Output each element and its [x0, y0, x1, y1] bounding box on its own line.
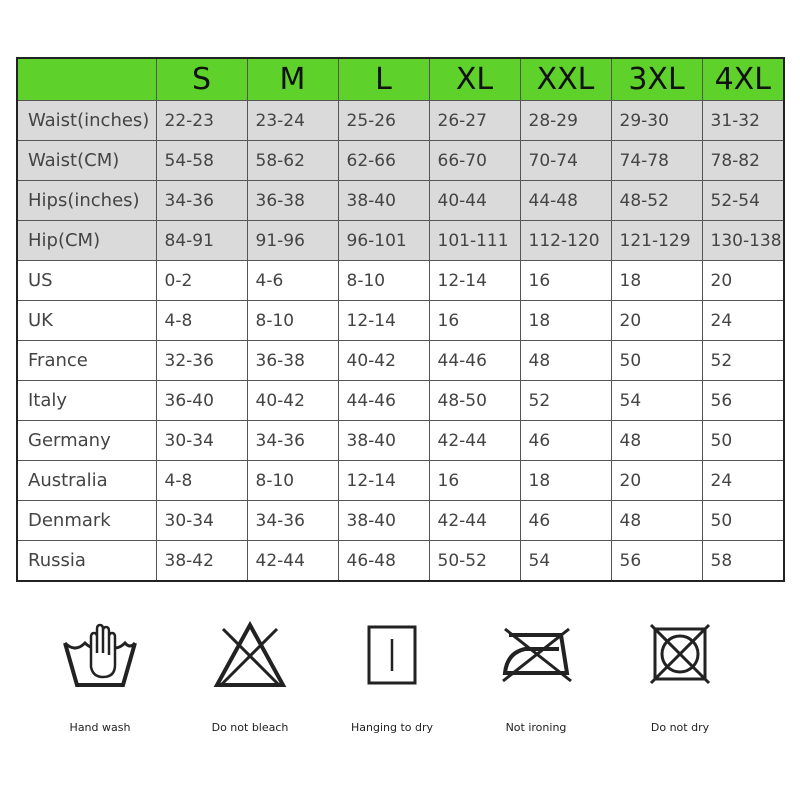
- table-row: [17, 341, 784, 381]
- table-cell: 34-36: [156, 181, 247, 221]
- table-cell: 20: [611, 301, 702, 341]
- row-label: Italy: [17, 381, 156, 421]
- table-cell: 78-82: [702, 141, 784, 181]
- table-cell: 50-52: [429, 541, 520, 582]
- table-cell: 18: [520, 461, 611, 501]
- table-cell: 48-52: [611, 181, 702, 221]
- table-cell: 46: [520, 501, 611, 541]
- care-item-hand-wash: [30, 615, 170, 734]
- hang-dry-icon: [347, 615, 437, 695]
- row-label: Russia: [17, 541, 156, 582]
- table-cell: 91-96: [247, 221, 338, 261]
- size-header-l: L: [338, 58, 429, 101]
- table-cell: 40-44: [429, 181, 520, 221]
- care-item-hang-dry: [322, 615, 462, 734]
- table-cell: 16: [429, 461, 520, 501]
- table-cell: 44-46: [338, 381, 429, 421]
- table-row: [17, 101, 784, 141]
- row-label: Denmark: [17, 501, 156, 541]
- table-cell: 38-40: [338, 181, 429, 221]
- table-cell: 48: [611, 421, 702, 461]
- table-cell: 84-91: [156, 221, 247, 261]
- table-row: [17, 301, 784, 341]
- size-header-m: M: [247, 58, 338, 101]
- table-cell: 46: [520, 421, 611, 461]
- table-cell: 40-42: [247, 381, 338, 421]
- care-label-hang-dry: Hanging to dry: [350, 721, 434, 734]
- table-cell: 31-32: [702, 101, 784, 141]
- size-header-xxl: XXL: [520, 58, 611, 101]
- table-row: [17, 381, 784, 421]
- table-cell: 25-26: [338, 101, 429, 141]
- table-cell: 54: [520, 541, 611, 582]
- table-cell: 12-14: [338, 301, 429, 341]
- table-cell: 20: [702, 261, 784, 301]
- table-cell: 12-14: [338, 461, 429, 501]
- table-cell: 42-44: [247, 541, 338, 582]
- table-cell: 8-10: [247, 461, 338, 501]
- table-cell: 24: [702, 301, 784, 341]
- table-cell: 20: [611, 461, 702, 501]
- table-row: [17, 461, 784, 501]
- table-cell: 34-36: [247, 501, 338, 541]
- hand-wash-icon: [55, 615, 145, 695]
- care-item-no-tumble-dry: [610, 615, 750, 734]
- table-cell: 52: [520, 381, 611, 421]
- table-cell: 70-74: [520, 141, 611, 181]
- table-cell: 32-36: [156, 341, 247, 381]
- table-cell: 74-78: [611, 141, 702, 181]
- table-cell: 48: [611, 501, 702, 541]
- care-label-no-iron: Not ironing: [505, 721, 567, 734]
- table-cell: 54-58: [156, 141, 247, 181]
- row-label: Hip(CM): [17, 221, 156, 261]
- table-cell: 4-8: [156, 461, 247, 501]
- table-cell: 29-30: [611, 101, 702, 141]
- table-cell: 112-120: [520, 221, 611, 261]
- table-row: [17, 141, 784, 181]
- table-cell: 24: [702, 461, 784, 501]
- size-header-4xl: 4XL: [702, 58, 784, 101]
- table-cell: 62-66: [338, 141, 429, 181]
- size-header-row: [17, 58, 784, 101]
- table-cell: 26-27: [429, 101, 520, 141]
- table-cell: 12-14: [429, 261, 520, 301]
- size-header-s: S: [156, 58, 247, 101]
- table-cell: 52-54: [702, 181, 784, 221]
- table-cell: 44-48: [520, 181, 611, 221]
- table-cell: 66-70: [429, 141, 520, 181]
- table-cell: 42-44: [429, 501, 520, 541]
- row-label: UK: [17, 301, 156, 341]
- table-cell: 101-111: [429, 221, 520, 261]
- row-label: Germany: [17, 421, 156, 461]
- row-label: Waist(inches): [17, 101, 156, 141]
- table-cell: 34-36: [247, 421, 338, 461]
- table-cell: 121-129: [611, 221, 702, 261]
- table-cell: 30-34: [156, 501, 247, 541]
- table-cell: 18: [520, 301, 611, 341]
- table-cell: 30-34: [156, 421, 247, 461]
- table-cell: 44-46: [429, 341, 520, 381]
- table-row: [17, 261, 784, 301]
- size-chart-table: [16, 57, 785, 582]
- table-cell: 36-38: [247, 341, 338, 381]
- table-cell: 40-42: [338, 341, 429, 381]
- size-header-xl: XL: [429, 58, 520, 101]
- table-cell: 58: [702, 541, 784, 582]
- care-label-no-tumble-dry: Do not dry: [650, 721, 710, 734]
- table-row: [17, 541, 784, 582]
- table-cell: 36-38: [247, 181, 338, 221]
- size-header-3xl: 3XL: [611, 58, 702, 101]
- table-cell: 38-42: [156, 541, 247, 582]
- table-cell: 38-40: [338, 501, 429, 541]
- table-cell: 50: [702, 501, 784, 541]
- table-cell: 4-6: [247, 261, 338, 301]
- table-row: [17, 181, 784, 221]
- table-cell: 48: [520, 341, 611, 381]
- table-row: [17, 501, 784, 541]
- table-row: [17, 421, 784, 461]
- care-item-no-iron: [466, 615, 606, 734]
- table-cell: 50: [702, 421, 784, 461]
- table-cell: 8-10: [247, 301, 338, 341]
- table-cell: 22-23: [156, 101, 247, 141]
- table-cell: 38-40: [338, 421, 429, 461]
- row-label: Australia: [17, 461, 156, 501]
- table-cell: 56: [702, 381, 784, 421]
- row-label: Hips(inches): [17, 181, 156, 221]
- table-cell: 42-44: [429, 421, 520, 461]
- table-cell: 58-62: [247, 141, 338, 181]
- table-cell: 48-50: [429, 381, 520, 421]
- table-cell: 23-24: [247, 101, 338, 141]
- header-corner-cell: [17, 58, 156, 101]
- table-cell: 4-8: [156, 301, 247, 341]
- row-label: France: [17, 341, 156, 381]
- care-label-no-bleach: Do not bleach: [211, 721, 289, 734]
- care-label-hand-wash: Hand wash: [69, 721, 131, 734]
- table-cell: 0-2: [156, 261, 247, 301]
- table-cell: 96-101: [338, 221, 429, 261]
- table-cell: 36-40: [156, 381, 247, 421]
- table-cell: 52: [702, 341, 784, 381]
- table-cell: 28-29: [520, 101, 611, 141]
- row-label: Waist(CM): [17, 141, 156, 181]
- table-cell: 16: [520, 261, 611, 301]
- care-item-no-bleach: [180, 615, 320, 734]
- table-cell: 50: [611, 341, 702, 381]
- table-row: [17, 221, 784, 261]
- no-bleach-icon: [205, 615, 295, 695]
- table-cell: 16: [429, 301, 520, 341]
- row-label: US: [17, 261, 156, 301]
- table-cell: 56: [611, 541, 702, 582]
- table-cell: 18: [611, 261, 702, 301]
- no-iron-icon: [491, 615, 581, 695]
- no-tumble-dry-icon: [635, 615, 725, 695]
- table-cell: 8-10: [338, 261, 429, 301]
- table-cell: 54: [611, 381, 702, 421]
- table-cell: 130-138: [702, 221, 784, 261]
- table-cell: 46-48: [338, 541, 429, 582]
